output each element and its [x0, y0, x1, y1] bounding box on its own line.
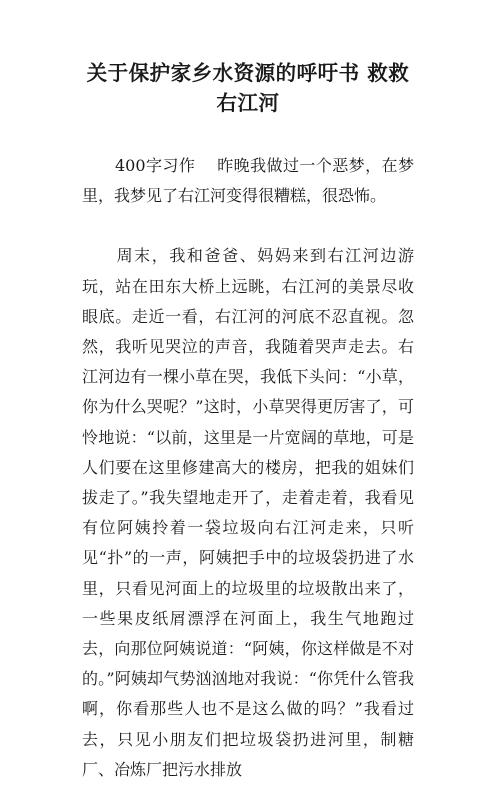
paragraph-2 [82, 241, 414, 785]
document-title: 关于保护家乡水资源的呼吁书 救救右江河 [86, 61, 410, 115]
paragraph-1 [82, 151, 414, 211]
paragraph-2-text: 周末，我和爸爸、妈妈来到右江河边游玩，站在田东大桥上远眺，右江河的美景尽收眼底。走近一看，右江河的河底不忍直视。忽然，我听见哭泣的声音，我随着哭声走去。右江河边有一棵小草在哭，我低下头问：“小草，你为什么哭呢？”这时，小草哭得更厉害了，可怜地说：“以前，这里是一片宽阔的草地，可是人们要在这里修建高大的楼房，把我的姐妹们拔走了。”我失望地走开了，走着走着，我看见有位阿姨拎着一袋垃圾向右江河走来，只听见“扑”的一声，阿姨把手中的垃圾袋扔进了水里，只看见河面上的垃圾里的垃圾散出来了，一些果皮纸屑漂浮在河面上，我生气地跑过去，向那位阿姨说道：“阿姨，你这样做是不对的。”阿姨却气势汹汹地对我说：“你凭什么管我啊，你看那些人也不是这么做的吗？”我看过去，只见小朋友们把垃圾袋扔进河里，制糖厂、冶炼厂把污水排放 [82, 246, 414, 779]
paragraph-1-text: 400字习作 昨晚我做过一个恶梦，在梦里，我梦见了右江河变得很糟糕，很恐怖。 [82, 156, 414, 206]
